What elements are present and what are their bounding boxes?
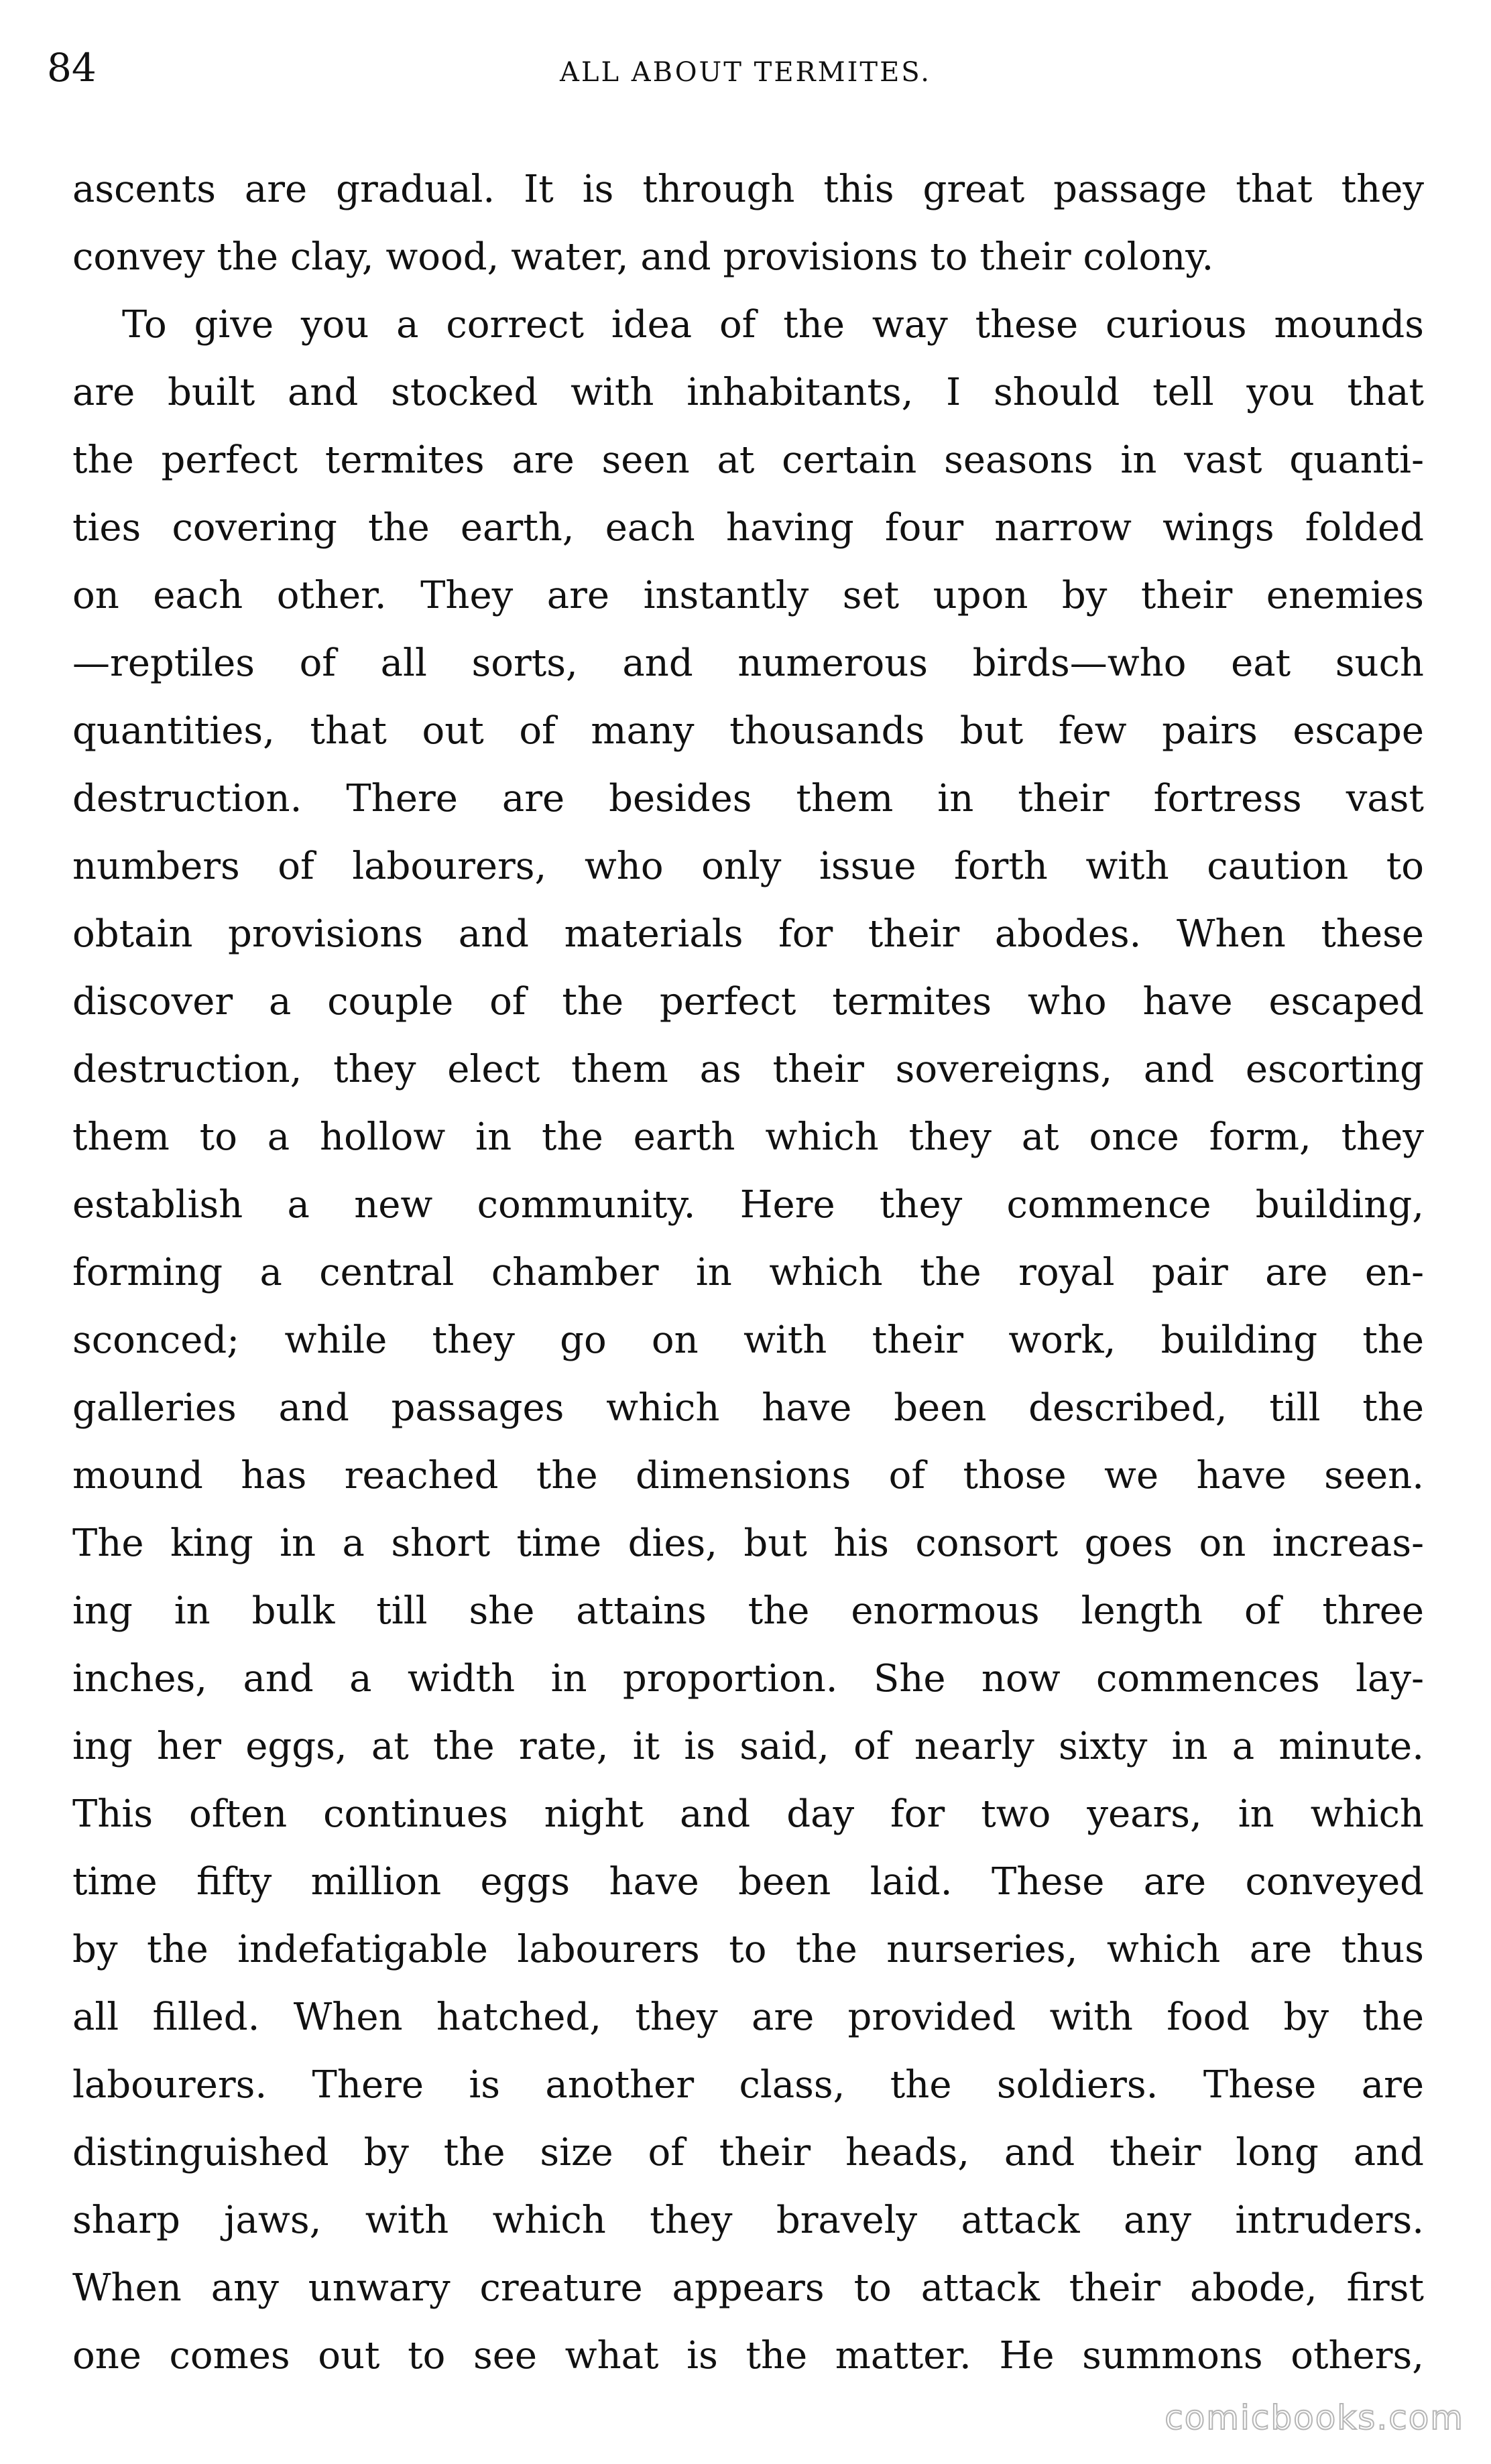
text-line: This often continues night and day for two years, in which bbox=[72, 1792, 1424, 1836]
text-line: ing her eggs, at the rate, it is said, of nearly sixty in a minute. bbox=[72, 1725, 1424, 1768]
text-line: numbers of labourers, who only issue forth with caution to bbox=[72, 845, 1424, 888]
text-line: distinguished by the size of their heads, and their long and bbox=[72, 2131, 1424, 2174]
text-line: When any unwary creature appears to attack their abode, first bbox=[72, 2266, 1424, 2310]
text-line: The king in a short time dies, but his consort goes on increas- bbox=[72, 1522, 1424, 1565]
body-text bbox=[72, 156, 1424, 2390]
text-line: are built and stocked with inhabitants, I should tell you that bbox=[72, 371, 1424, 414]
text-line: discover a couple of the perfect termites who have escaped bbox=[72, 980, 1424, 1024]
text-line: —reptiles of all sorts, and numerous birds—who eat such bbox=[72, 641, 1424, 685]
text-line: all filled. When hatched, they are provided with food by the bbox=[72, 1995, 1424, 2039]
text-line: mound has reached the dimensions of those we have seen. bbox=[72, 1454, 1424, 1497]
text-line: To give you a correct idea of the way these curious mounds bbox=[122, 303, 1424, 347]
text-line: labourers. There is another class, the soldiers. These are bbox=[72, 2063, 1424, 2107]
text-line: sconced; while they go on with their work, building the bbox=[72, 1318, 1424, 1362]
text-line: ties covering the earth, each having four narrow wings folded bbox=[72, 506, 1424, 550]
running-title: ALL ABOUT TERMITES. bbox=[560, 57, 931, 88]
text-line: ing in bulk till she attains the enormous length of three bbox=[72, 1589, 1424, 1633]
text-line: them to a hollow in the earth which they at once form, they bbox=[72, 1115, 1424, 1159]
text-line: time fifty million eggs have been laid. These are conveyed bbox=[72, 1860, 1424, 1904]
text-line: one comes out to see what is the matter. He summons others, bbox=[72, 2334, 1424, 2378]
text-line: sharp jaws, with which they bravely attack any intruders. bbox=[72, 2199, 1424, 2242]
text-line: destruction, they elect them as their sovereigns, and escorting bbox=[72, 1048, 1424, 1091]
watermark: comicbooks.com bbox=[1165, 2398, 1464, 2437]
text-line: by the indefatigable labourers to the nurseries, which are thus bbox=[72, 1928, 1424, 1971]
text-line: inches, and a width in proportion. She now commences lay- bbox=[72, 1657, 1424, 1701]
page-number: 84 bbox=[47, 45, 97, 90]
text-line: convey the clay, wood, water, and provisions to their colony. bbox=[72, 235, 1214, 279]
text-line: galleries and passages which have been described, till the bbox=[72, 1386, 1424, 1430]
text-line: obtain provisions and materials for their abodes. When these bbox=[72, 912, 1424, 956]
text-line: quantities, that out of many thousands but few pairs escape bbox=[72, 709, 1424, 753]
text-line: ascents are gradual. It is through this great passage that they bbox=[72, 168, 1424, 211]
text-line: establish a new community. Here they commence building, bbox=[72, 1183, 1424, 1227]
text-line: forming a central chamber in which the royal pair are en- bbox=[72, 1251, 1424, 1294]
text-line: on each other. They are instantly set upon by their enemies bbox=[72, 574, 1424, 617]
text-line: destruction. There are besides them in their fortress vast bbox=[72, 777, 1424, 820]
text-line: the perfect termites are seen at certain seasons in vast quanti- bbox=[72, 438, 1424, 482]
